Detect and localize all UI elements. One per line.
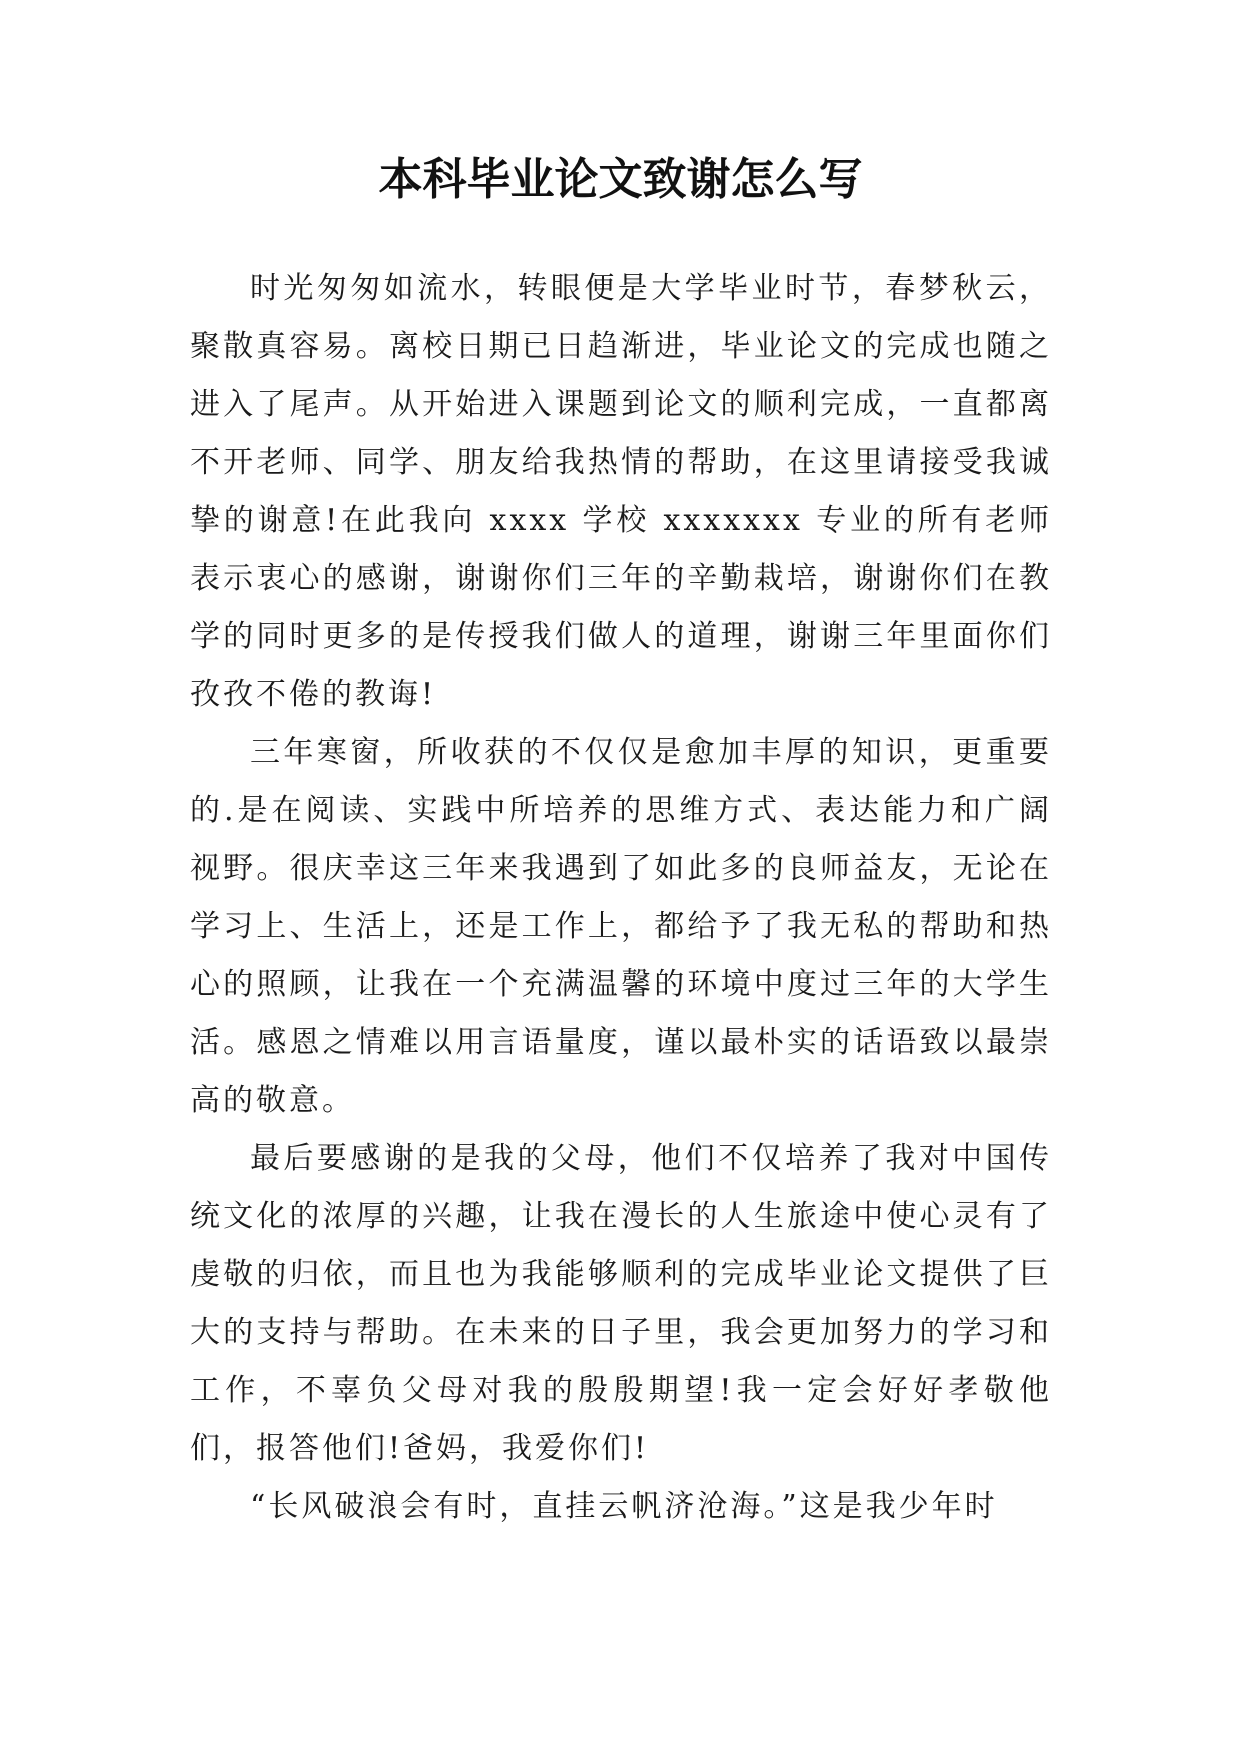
paragraph: “长风破浪会有时，直挂云帆济沧海。”这是我少年时	[250, 1489, 998, 1524]
document-body	[190, 260, 1052, 1536]
paragraph: 最后要感谢的是我的父母，他们不仅培养了我对中国传统文化的浓厚的兴趣，让我在漫长的人生旅途中使心灵有了虔敬的归依，而且也为我能够顺利的完成毕业论文提供了巨大的支持与帮助。在未来的日子里，我会更加努力的学习和工作，不辜负父母对我的殷殷期望!我一定会好好孝敬他们，报答他们!爸妈，我爱你们!	[190, 1141, 1052, 1466]
paragraph: 时光匆匆如流水，转眼便是大学毕业时节，春梦秋云，聚散真容易。离校日期已日趋渐进，毕业论文的完成也随之进入了尾声。从开始进入课题到论文的顺利完成，一直都离不开老师、同学、朋友给我热情的帮助，在这里请接受我诚挚的谢意!在此我向 xxxx 学校 xxxxxxx 专业的所有老师表示衷心的感谢，谢谢你们三年的辛勤栽培，谢谢你们在教学的同时更多的是传授我们做人的道理，谢谢三年里面你们孜孜不倦的教诲!	[190, 271, 1052, 712]
document-title: 本科毕业论文致谢怎么写	[378, 154, 863, 205]
paragraph: 三年寒窗，所收获的不仅仅是愈加丰厚的知识，更重要的.是在阅读、实践中所培养的思维方式、表达能力和广阔视野。很庆幸这三年来我遇到了如此多的良师益友，无论在学习上、生活上，还是工作上，都给予了我无私的帮助和热心的照顾，让我在一个充满温馨的环境中度过三年的大学生活。感恩之情难以用言语量度，谨以最朴实的话语致以最崇高的敬意。	[190, 735, 1052, 1118]
